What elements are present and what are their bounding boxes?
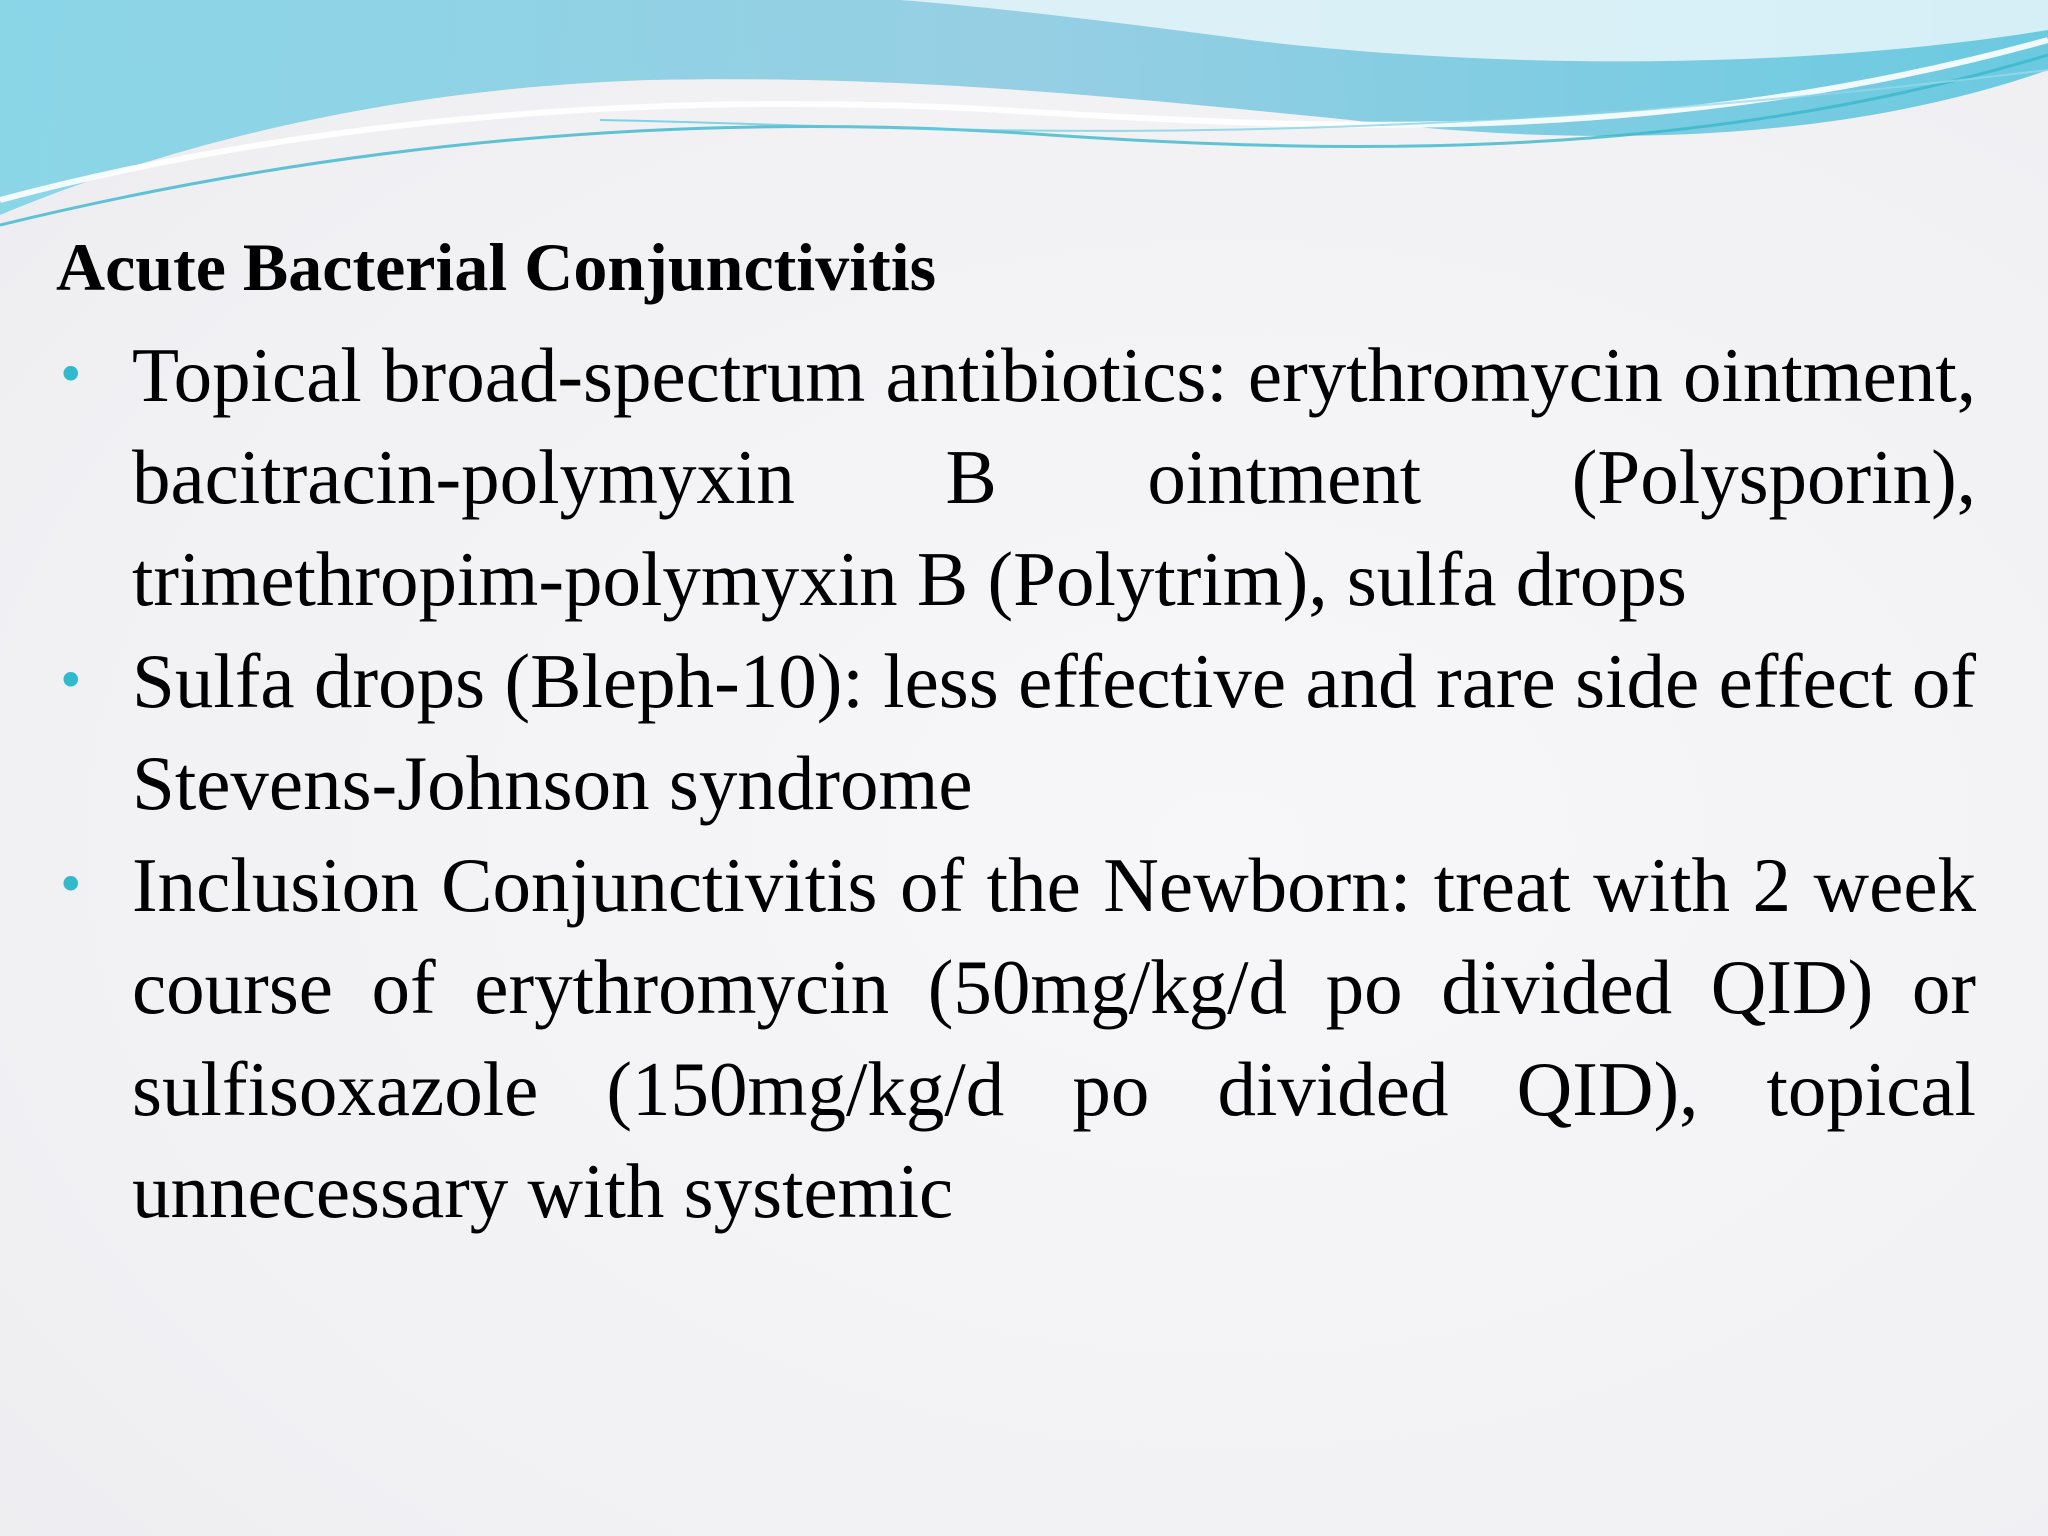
bullet-item: [56, 324, 1976, 630]
bullet-text: Inclusion Conjunctivitis of the Newborn: treat with 2 week course of erythromycin (50mg/kg/d po divided QID) or sulfisoxazole (150mg/kg/d po divided QID), topical unnecessary with systemic: [132, 842, 1976, 1234]
header-wave-decoration: [0, 0, 2048, 240]
slide-heading: Acute Bacterial Conjunctivitis: [56, 229, 937, 305]
bullet-dot-icon: •: [56, 346, 86, 404]
bullet-item: [56, 834, 1976, 1242]
bullet-list: [56, 324, 1976, 1242]
bullet-text: Sulfa drops (Bleph-10): less effective and rare side effect of Stevens-Johnson syndrome: [132, 638, 1976, 826]
bullet-dot-icon: •: [56, 652, 86, 710]
bullet-text: Topical broad-spectrum antibiotics: erythromycin ointment, bacitracin-polymyxin B ointment (Polysporin), trimethropim-polymyxin B (Polytrim), sulfa drops: [132, 332, 1976, 622]
slide-content: [56, 222, 1976, 1242]
bullet-item: [56, 630, 1976, 834]
bullet-dot-icon: •: [56, 856, 86, 914]
